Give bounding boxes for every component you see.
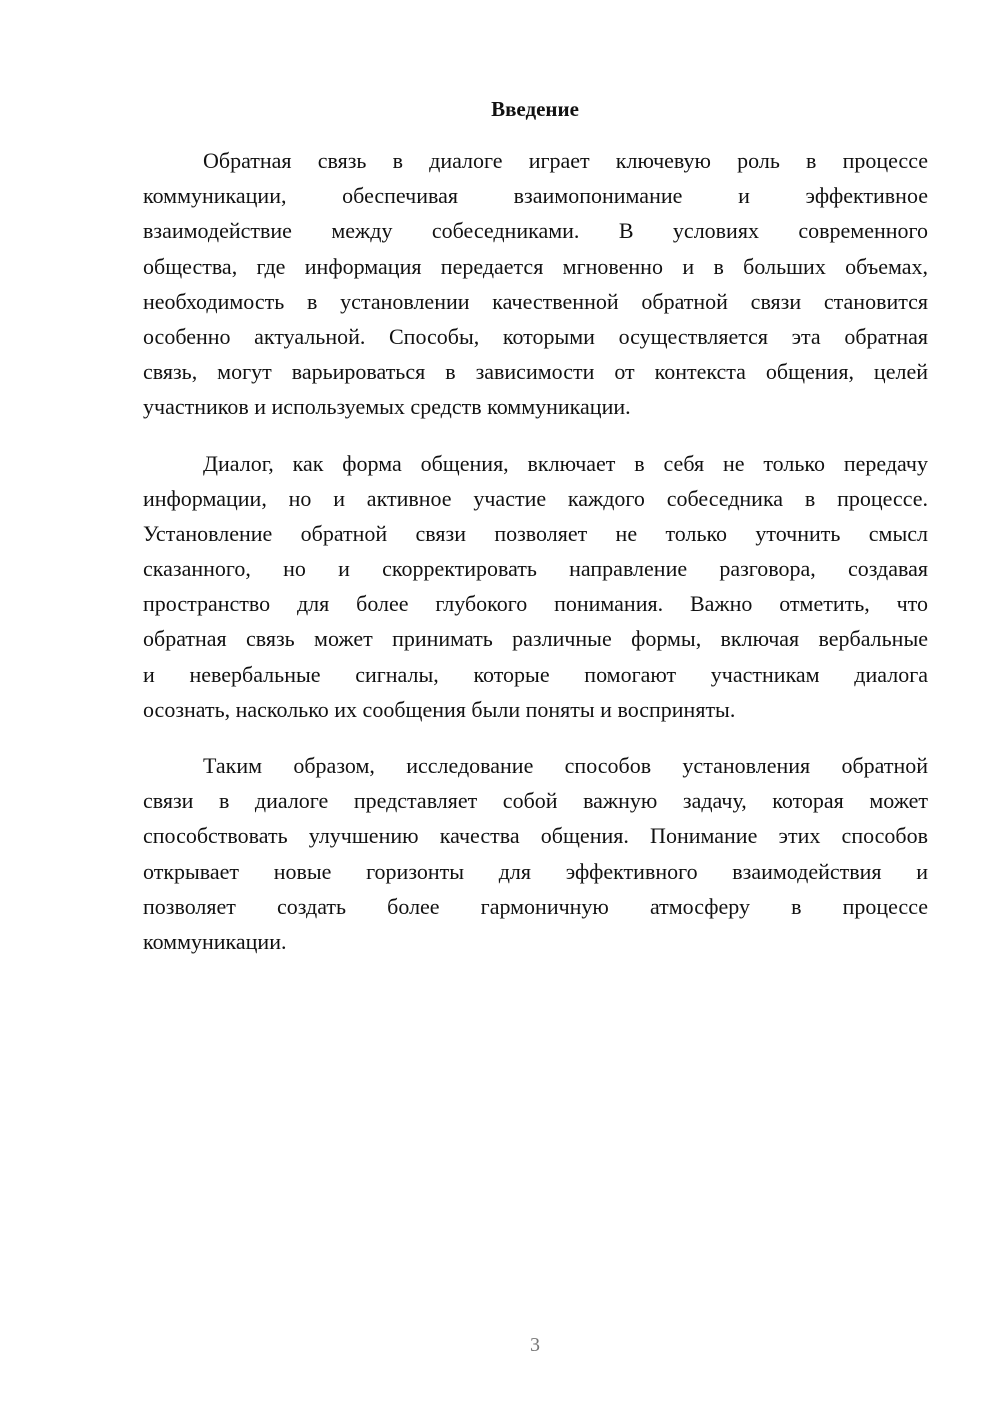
text-line: обратная связь может принимать различные формы, включая вербальные	[143, 626, 928, 652]
text-line: общества, где информация передается мгновенно и в больших объемах,	[143, 253, 928, 279]
text-line: пространство для более глубокого понимания. Важно отметить, что	[143, 591, 928, 617]
page-title: Введение	[491, 97, 579, 121]
text-line: способствовать улучшению качества общения. Понимание этих способов	[143, 823, 928, 849]
paragraph	[143, 446, 928, 728]
text-line: Диалог, как форма общения, включает в себя не только передачу	[203, 450, 928, 476]
text-line: осознать, насколько их сообщения были поняты и восприняты.	[143, 696, 736, 722]
text-line: Таким образом, исследование способов установления обратной	[203, 753, 928, 778]
text-line: позволяет создать более гармоничную атмосферу в процессе	[143, 893, 928, 919]
text-line: коммуникации, обеспечивая взаимопонимание и эффективное	[143, 183, 928, 209]
text-line: особенно актуальной. Способы, которыми осуществляется эта обратная	[143, 323, 928, 349]
text-line: открывает новые горизонты для эффективного взаимодействия и	[143, 858, 928, 884]
paragraph	[143, 143, 928, 425]
text-line: связь, могут варьироваться в зависимости от контекста общения, целей	[143, 359, 928, 385]
text-line: Обратная связь в диалоге играет ключевую роль в процессе	[203, 148, 928, 173]
text-line: участников и используемых средств коммуникации.	[143, 394, 631, 420]
text-line: сказанного, но и скорректировать направление разговора, создавая	[143, 556, 928, 582]
page-number: 3	[530, 1334, 540, 1356]
text-line: необходимость в установлении качественной обратной связи становится	[143, 288, 928, 314]
text-line: информации, но и активное участие каждого собеседника в процессе.	[143, 485, 928, 511]
text-line: взаимодействие между собеседниками. В условиях современного	[143, 218, 928, 244]
text-line: Установление обратной связи позволяет не только уточнить смысл	[143, 520, 928, 546]
text-line: коммуникации.	[143, 928, 287, 954]
document-body	[143, 143, 928, 980]
paragraph	[143, 748, 928, 959]
text-line: связи в диалоге представляет собой важную задачу, которая может	[143, 788, 928, 814]
text-line: и невербальные сигналы, которые помогают участникам диалога	[143, 661, 928, 687]
